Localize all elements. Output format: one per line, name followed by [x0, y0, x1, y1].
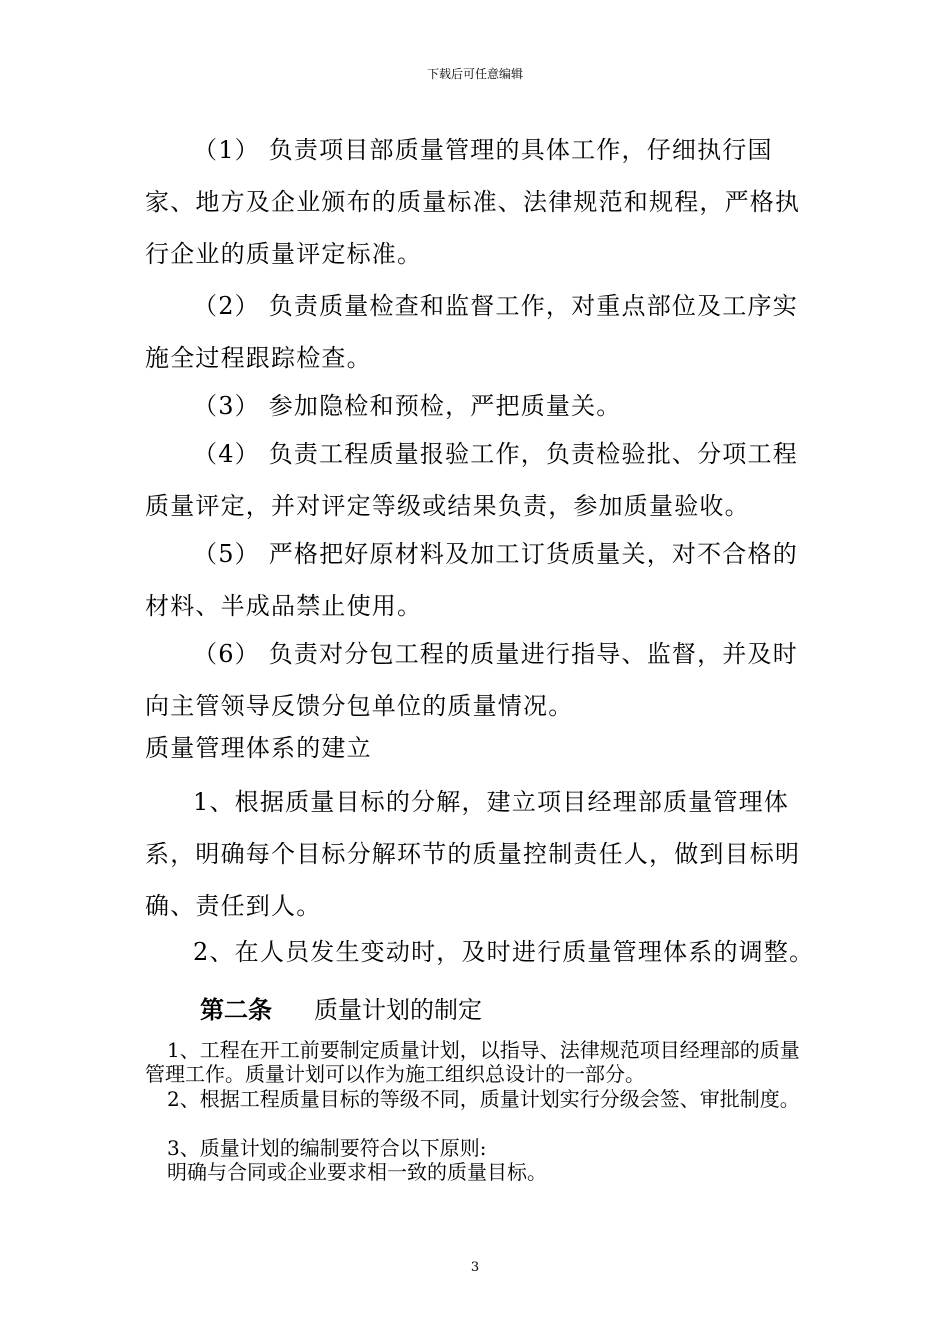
- duty-item-5: （5） 严格把好原材料及加工订货质量关，对不合格的材料、半成品禁止使用。: [145, 540, 798, 620]
- duty-item-4: （4） 负责工程质量报验工作，负责检验批、分项工程质量评定，并对评定等级或结果负责，参加质量验收。: [145, 440, 798, 520]
- duty-item-3: （3） 参加隐检和预检，严把质量关。: [193, 392, 622, 420]
- article-para-4: 明确与合同或企业要求相一致的质量目标。: [167, 1160, 547, 1184]
- section-para-2: 2、在人员发生变动时，及时进行质量管理体系的调整。: [193, 938, 815, 966]
- duty-item-1: （1） 负责项目部质量管理的具体工作，仔细执行国家、地方及企业颁布的质量标准、法律规范和规程，严格执行企业的质量评定标准。: [145, 136, 801, 268]
- article-para-1: 1、工程在开工前要制定质量计划，以指导、法律规范项目经理部的质量管理工作。质量计划可以作为施工组织总设计的一部分。: [145, 1038, 800, 1086]
- section-para-1: 1、根据质量目标的分解，建立项目经理部质量管理体系，明确每个目标分解环节的质量控制责任人，做到目标明确、责任到人。: [145, 788, 801, 920]
- page-number: 3: [470, 1260, 480, 1275]
- page-header-note: 下载后可任意编辑: [426, 67, 523, 81]
- article-para-2: 2、根据工程质量目标的等级不同，质量计划实行分级会签、审批制度。: [167, 1087, 800, 1111]
- duty-item-2: （2） 负责质量检查和监督工作，对重点部位及工序实施全过程跟踪检查。: [145, 292, 798, 372]
- article-heading: [200, 990, 482, 1030]
- article-title: 质量计划的制定: [314, 996, 482, 1024]
- duty-item-6: （6） 负责对分包工程的质量进行指导、监督，并及时向主管领导反馈分包单位的质量情况。: [145, 640, 798, 720]
- article-label: 第二条: [200, 995, 272, 1024]
- section-title: 质量管理体系的建立: [145, 734, 372, 762]
- article-para-3: 3、质量计划的编制要符合以下原则:: [167, 1136, 487, 1160]
